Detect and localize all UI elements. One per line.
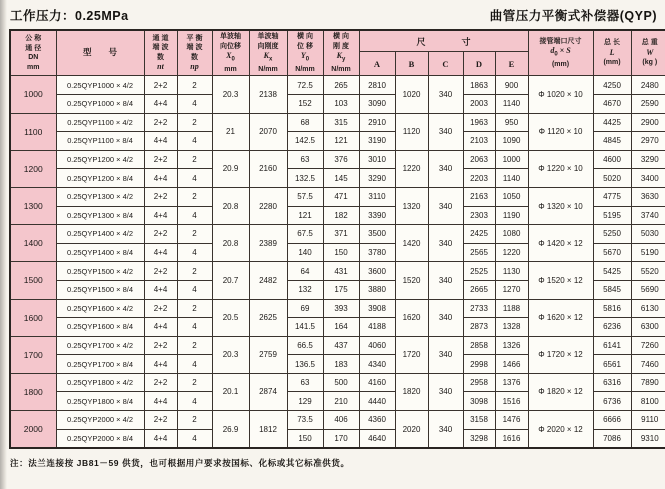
cell-d: 2958 <box>463 373 495 392</box>
cell-e: 1130 <box>495 262 528 281</box>
cell-y0: 136.5 <box>287 355 323 374</box>
cell-l: 6141 <box>593 336 631 355</box>
cell-c: 340 <box>428 336 463 373</box>
cell-nt: 4+4 <box>144 132 177 151</box>
cell-model: 0.25QYP1000 × 8/4 <box>56 94 144 113</box>
cell-nt: 4+4 <box>144 280 177 299</box>
cell-ky: 164 <box>323 318 359 337</box>
cell-w: 2970 <box>631 132 665 151</box>
table-header <box>10 30 665 76</box>
cell-b: 1820 <box>395 373 428 410</box>
cell-w: 7460 <box>631 355 665 374</box>
cell-y0: 141.5 <box>287 318 323 337</box>
cell-b: 1120 <box>395 113 428 150</box>
col-header-ky: 横 向 刚 度 $K_y$ N/mm <box>323 30 359 76</box>
cell-np: 4 <box>177 169 212 188</box>
cell-a: 4340 <box>359 355 395 374</box>
cell-c: 340 <box>428 76 463 113</box>
cell-b: 1520 <box>395 262 428 299</box>
cell-model: 0.25QYP2000 × 8/4 <box>56 429 144 448</box>
col-header-pipe-size: 接管端口尺寸 $d_0 \times S$ (mm) <box>528 30 593 76</box>
cell-y0: 132.5 <box>287 169 323 188</box>
cell-e: 900 <box>495 76 528 95</box>
cell-y0: 140 <box>287 243 323 262</box>
table-row <box>10 262 665 281</box>
cell-w: 2900 <box>631 113 665 132</box>
cell-d: 3298 <box>463 429 495 448</box>
cell-kx: 2759 <box>249 336 287 373</box>
cell-c: 340 <box>428 150 463 187</box>
cell-np: 2 <box>177 150 212 169</box>
cell-nt: 4+4 <box>144 318 177 337</box>
cell-l: 6236 <box>593 318 631 337</box>
cell-b: 2020 <box>395 411 428 449</box>
cell-b: 1620 <box>395 299 428 336</box>
cell-l: 5670 <box>593 243 631 262</box>
cell-nt: 4+4 <box>144 169 177 188</box>
cell-np: 2 <box>177 299 212 318</box>
cell-x0: 20.9 <box>212 150 249 187</box>
col-header-y0: 横 向 位 移 $Y_0$ N/mm <box>287 30 323 76</box>
cell-ky: 265 <box>323 76 359 95</box>
cell-dn: 1700 <box>10 336 56 373</box>
cell-d: 2733 <box>463 299 495 318</box>
cell-d: 2425 <box>463 225 495 244</box>
cell-ky: 431 <box>323 262 359 281</box>
cell-y0: 142.5 <box>287 132 323 151</box>
cell-kx: 1812 <box>249 411 287 449</box>
cell-d: 2303 <box>463 206 495 225</box>
cell-l: 5425 <box>593 262 631 281</box>
table-row <box>10 336 665 355</box>
cell-d: 3158 <box>463 411 495 430</box>
col-header-nt: 通 道 端 波 数 nt <box>144 30 177 76</box>
cell-nt: 2+2 <box>144 225 177 244</box>
cell-y0: 69 <box>287 299 323 318</box>
table-row <box>10 373 665 392</box>
cell-d: 2063 <box>463 150 495 169</box>
cell-np: 2 <box>177 373 212 392</box>
cell-dn: 2000 <box>10 411 56 449</box>
cell-pipe: Φ 1120 × 10 <box>528 113 593 150</box>
cell-dn: 1600 <box>10 299 56 336</box>
cell-e: 1140 <box>495 94 528 113</box>
cell-l: 5816 <box>593 299 631 318</box>
cell-e: 1140 <box>495 169 528 188</box>
cell-np: 4 <box>177 280 212 299</box>
cell-model: 0.25QYP2000 × 4/2 <box>56 411 144 430</box>
cell-a: 3190 <box>359 132 395 151</box>
cell-pipe: Φ 2020 × 12 <box>528 411 593 449</box>
cell-nt: 2+2 <box>144 187 177 206</box>
cell-c: 340 <box>428 299 463 336</box>
cell-ky: 437 <box>323 336 359 355</box>
cell-x0: 20.8 <box>212 187 249 224</box>
cell-model: 0.25QYP1500 × 8/4 <box>56 280 144 299</box>
cell-kx: 2389 <box>249 225 287 262</box>
cell-dn: 1300 <box>10 187 56 224</box>
cell-model: 0.25QYP1800 × 4/2 <box>56 373 144 392</box>
cell-d: 2525 <box>463 262 495 281</box>
cell-y0: 66.5 <box>287 336 323 355</box>
cell-l: 4670 <box>593 94 631 113</box>
cell-dn: 1100 <box>10 113 56 150</box>
cell-e: 1328 <box>495 318 528 337</box>
cell-a: 4360 <box>359 411 395 430</box>
cell-b: 1320 <box>395 187 428 224</box>
cell-ky: 371 <box>323 225 359 244</box>
cell-y0: 68 <box>287 113 323 132</box>
cell-ky: 315 <box>323 113 359 132</box>
cell-nt: 2+2 <box>144 373 177 392</box>
cell-model: 0.25QYP1100 × 8/4 <box>56 132 144 151</box>
cell-y0: 63 <box>287 373 323 392</box>
table-row <box>10 113 665 132</box>
cell-w: 3630 <box>631 187 665 206</box>
cell-kx: 2280 <box>249 187 287 224</box>
cell-kx: 2070 <box>249 113 287 150</box>
col-header-total-weight: 总 重 W (kg ) <box>631 30 665 76</box>
cell-ky: 210 <box>323 392 359 411</box>
cell-y0: 129 <box>287 392 323 411</box>
col-header-total-length: 总 长 L (mm) <box>593 30 631 76</box>
cell-pipe: Φ 1220 × 10 <box>528 150 593 187</box>
cell-l: 4600 <box>593 150 631 169</box>
cell-d: 3098 <box>463 392 495 411</box>
cell-d: 2163 <box>463 187 495 206</box>
col-header-dn: 公 称 通 径 DN mm <box>10 30 56 76</box>
cell-pipe: Φ 1820 × 12 <box>528 373 593 410</box>
cell-model: 0.25QYP1400 × 4/2 <box>56 225 144 244</box>
col-header-model: 型 号 <box>56 30 144 76</box>
cell-c: 340 <box>428 187 463 224</box>
cell-b: 1220 <box>395 150 428 187</box>
cell-l: 6316 <box>593 373 631 392</box>
cell-model: 0.25QYP1500 × 4/2 <box>56 262 144 281</box>
cell-ky: 471 <box>323 187 359 206</box>
cell-w: 5030 <box>631 225 665 244</box>
cell-x0: 20.7 <box>212 262 249 299</box>
cell-pipe: Φ 1620 × 12 <box>528 299 593 336</box>
cell-w: 6130 <box>631 299 665 318</box>
cell-a: 3500 <box>359 225 395 244</box>
table-row <box>10 76 665 95</box>
cell-w: 9110 <box>631 411 665 430</box>
cell-pipe: Φ 1420 × 12 <box>528 225 593 262</box>
page-title-left: 工作压力：0.25MPa <box>10 9 129 23</box>
cell-y0: 121 <box>287 206 323 225</box>
cell-model: 0.25QYP1200 × 8/4 <box>56 169 144 188</box>
cell-kx: 2138 <box>249 76 287 113</box>
titlebar <box>0 0 665 28</box>
cell-np: 2 <box>177 411 212 430</box>
cell-np: 4 <box>177 429 212 448</box>
cell-c: 340 <box>428 225 463 262</box>
cell-w: 5690 <box>631 280 665 299</box>
cell-nt: 2+2 <box>144 262 177 281</box>
scan-edge-artifact <box>0 0 7 489</box>
cell-e: 1188 <box>495 299 528 318</box>
table-row <box>10 299 665 318</box>
cell-a: 4188 <box>359 318 395 337</box>
col-header-kx: 单波轴 向刚度 $K_x$ N/mm <box>249 30 287 76</box>
cell-np: 4 <box>177 392 212 411</box>
cell-np: 4 <box>177 243 212 262</box>
cell-np: 2 <box>177 187 212 206</box>
cell-dn: 1200 <box>10 150 56 187</box>
cell-np: 4 <box>177 132 212 151</box>
cell-ky: 175 <box>323 280 359 299</box>
cell-dn: 1400 <box>10 225 56 262</box>
cell-model: 0.25QYP1300 × 4/2 <box>56 187 144 206</box>
cell-c: 340 <box>428 262 463 299</box>
cell-pipe: Φ 1720 × 12 <box>528 336 593 373</box>
cell-w: 6300 <box>631 318 665 337</box>
cell-x0: 26.9 <box>212 411 249 449</box>
cell-l: 5195 <box>593 206 631 225</box>
cell-np: 4 <box>177 318 212 337</box>
cell-nt: 4+4 <box>144 355 177 374</box>
cell-l: 4775 <box>593 187 631 206</box>
cell-c: 340 <box>428 373 463 410</box>
cell-y0: 63 <box>287 150 323 169</box>
cell-kx: 2625 <box>249 299 287 336</box>
cell-e: 1326 <box>495 336 528 355</box>
cell-np: 2 <box>177 262 212 281</box>
col-header-A: A <box>359 52 395 76</box>
table-row <box>10 187 665 206</box>
cell-b: 1720 <box>395 336 428 373</box>
cell-model: 0.25QYP1200 × 4/2 <box>56 150 144 169</box>
table-body <box>10 76 665 448</box>
cell-nt: 4+4 <box>144 243 177 262</box>
cell-nt: 4+4 <box>144 429 177 448</box>
cell-a: 3780 <box>359 243 395 262</box>
cell-y0: 132 <box>287 280 323 299</box>
cell-ky: 376 <box>323 150 359 169</box>
col-header-np: 平 衡 端 波 数 np <box>177 30 212 76</box>
cell-e: 1270 <box>495 280 528 299</box>
cell-a: 4440 <box>359 392 395 411</box>
cell-pipe: Φ 1020 × 10 <box>528 76 593 113</box>
cell-ky: 103 <box>323 94 359 113</box>
cell-l: 4845 <box>593 132 631 151</box>
cell-d: 2998 <box>463 355 495 374</box>
cell-dn: 1000 <box>10 76 56 113</box>
cell-y0: 152 <box>287 94 323 113</box>
col-header-x0: 单波轴 向位移 $X_0$ mm <box>212 30 249 76</box>
cell-y0: 67.5 <box>287 225 323 244</box>
cell-kx: 2160 <box>249 150 287 187</box>
table-row <box>10 150 665 169</box>
cell-e: 1220 <box>495 243 528 262</box>
cell-np: 4 <box>177 94 212 113</box>
cell-a: 3908 <box>359 299 395 318</box>
cell-c: 340 <box>428 411 463 449</box>
col-header-D: D <box>463 52 495 76</box>
cell-d: 2873 <box>463 318 495 337</box>
cell-w: 5520 <box>631 262 665 281</box>
cell-d: 2203 <box>463 169 495 188</box>
cell-y0: 73.5 <box>287 411 323 430</box>
cell-e: 1516 <box>495 392 528 411</box>
cell-ky: 145 <box>323 169 359 188</box>
cell-a: 3010 <box>359 150 395 169</box>
cell-e: 1376 <box>495 373 528 392</box>
cell-y0: 150 <box>287 429 323 448</box>
footnote: 注：法兰连接按 JB81－59 供货，也可根据用户要求按国标、化标或其它标准供货。 <box>10 458 350 469</box>
cell-d: 1963 <box>463 113 495 132</box>
cell-w: 3290 <box>631 150 665 169</box>
cell-nt: 2+2 <box>144 150 177 169</box>
cell-y0: 72.5 <box>287 76 323 95</box>
cell-w: 5190 <box>631 243 665 262</box>
cell-model: 0.25QYP1000 × 4/2 <box>56 76 144 95</box>
cell-a: 3090 <box>359 94 395 113</box>
cell-a: 3600 <box>359 262 395 281</box>
cell-l: 5845 <box>593 280 631 299</box>
cell-np: 2 <box>177 76 212 95</box>
cell-e: 1616 <box>495 429 528 448</box>
cell-a: 3880 <box>359 280 395 299</box>
cell-model: 0.25QYP1700 × 4/2 <box>56 336 144 355</box>
cell-np: 4 <box>177 355 212 374</box>
spec-table <box>9 29 665 449</box>
cell-w: 3400 <box>631 169 665 188</box>
cell-e: 1190 <box>495 206 528 225</box>
cell-l: 4425 <box>593 113 631 132</box>
cell-w: 7260 <box>631 336 665 355</box>
cell-nt: 4+4 <box>144 206 177 225</box>
cell-e: 1050 <box>495 187 528 206</box>
col-header-C: C <box>428 52 463 76</box>
cell-l: 7086 <box>593 429 631 448</box>
cell-w: 3740 <box>631 206 665 225</box>
cell-a: 4160 <box>359 373 395 392</box>
cell-model: 0.25QYP1400 × 8/4 <box>56 243 144 262</box>
cell-x0: 21 <box>212 113 249 150</box>
cell-x0: 20.1 <box>212 373 249 410</box>
cell-np: 4 <box>177 206 212 225</box>
cell-e: 1080 <box>495 225 528 244</box>
cell-x0: 20.5 <box>212 299 249 336</box>
cell-ky: 500 <box>323 373 359 392</box>
cell-ky: 183 <box>323 355 359 374</box>
cell-l: 5020 <box>593 169 631 188</box>
cell-np: 2 <box>177 225 212 244</box>
cell-a: 2810 <box>359 76 395 95</box>
cell-pipe: Φ 1520 × 12 <box>528 262 593 299</box>
cell-nt: 4+4 <box>144 94 177 113</box>
cell-l: 5250 <box>593 225 631 244</box>
cell-w: 2590 <box>631 94 665 113</box>
cell-nt: 4+4 <box>144 392 177 411</box>
cell-d: 2858 <box>463 336 495 355</box>
cell-b: 1420 <box>395 225 428 262</box>
cell-kx: 2482 <box>249 262 287 299</box>
cell-nt: 2+2 <box>144 299 177 318</box>
cell-w: 8100 <box>631 392 665 411</box>
cell-l: 6736 <box>593 392 631 411</box>
cell-nt: 2+2 <box>144 336 177 355</box>
cell-e: 950 <box>495 113 528 132</box>
cell-x0: 20.3 <box>212 76 249 113</box>
cell-ky: 150 <box>323 243 359 262</box>
cell-a: 2910 <box>359 113 395 132</box>
cell-d: 2665 <box>463 280 495 299</box>
cell-dn: 1500 <box>10 262 56 299</box>
cell-e: 1476 <box>495 411 528 430</box>
cell-a: 3390 <box>359 206 395 225</box>
cell-ky: 393 <box>323 299 359 318</box>
cell-a: 3290 <box>359 169 395 188</box>
cell-x0: 20.8 <box>212 225 249 262</box>
col-header-E: E <box>495 52 528 76</box>
cell-nt: 2+2 <box>144 76 177 95</box>
table-row <box>10 225 665 244</box>
cell-pipe: Φ 1320 × 10 <box>528 187 593 224</box>
cell-model: 0.25QYP1700 × 8/4 <box>56 355 144 374</box>
cell-l: 6666 <box>593 411 631 430</box>
cell-model: 0.25QYP1300 × 8/4 <box>56 206 144 225</box>
cell-e: 1000 <box>495 150 528 169</box>
cell-model: 0.25QYP1800 × 8/4 <box>56 392 144 411</box>
cell-a: 3110 <box>359 187 395 206</box>
cell-w: 9310 <box>631 429 665 448</box>
cell-kx: 2874 <box>249 373 287 410</box>
col-header-B: B <box>395 52 428 76</box>
cell-model: 0.25QYP1600 × 4/2 <box>56 299 144 318</box>
cell-e: 1090 <box>495 132 528 151</box>
col-header-size-group: 尺 寸 <box>359 30 528 52</box>
cell-d: 2003 <box>463 94 495 113</box>
cell-l: 6561 <box>593 355 631 374</box>
cell-ky: 121 <box>323 132 359 151</box>
cell-d: 1863 <box>463 76 495 95</box>
cell-model: 0.25QYP1100 × 4/2 <box>56 113 144 132</box>
cell-y0: 57.5 <box>287 187 323 206</box>
cell-l: 4250 <box>593 76 631 95</box>
cell-b: 1020 <box>395 76 428 113</box>
cell-d: 2103 <box>463 132 495 151</box>
cell-model: 0.25QYP1600 × 8/4 <box>56 318 144 337</box>
cell-w: 2480 <box>631 76 665 95</box>
cell-np: 2 <box>177 113 212 132</box>
cell-ky: 406 <box>323 411 359 430</box>
cell-np: 2 <box>177 336 212 355</box>
table-row <box>10 411 665 430</box>
cell-ky: 170 <box>323 429 359 448</box>
spec-table-wrap <box>9 29 658 449</box>
cell-nt: 2+2 <box>144 113 177 132</box>
cell-nt: 2+2 <box>144 411 177 430</box>
cell-dn: 1800 <box>10 373 56 410</box>
cell-c: 340 <box>428 113 463 150</box>
cell-d: 2565 <box>463 243 495 262</box>
cell-y0: 64 <box>287 262 323 281</box>
cell-x0: 20.3 <box>212 336 249 373</box>
cell-e: 1466 <box>495 355 528 374</box>
cell-a: 4640 <box>359 429 395 448</box>
page-title-right: 曲管压力平衡式补偿器(QYP) <box>489 9 657 23</box>
cell-a: 4060 <box>359 336 395 355</box>
cell-w: 7890 <box>631 373 665 392</box>
cell-ky: 182 <box>323 206 359 225</box>
